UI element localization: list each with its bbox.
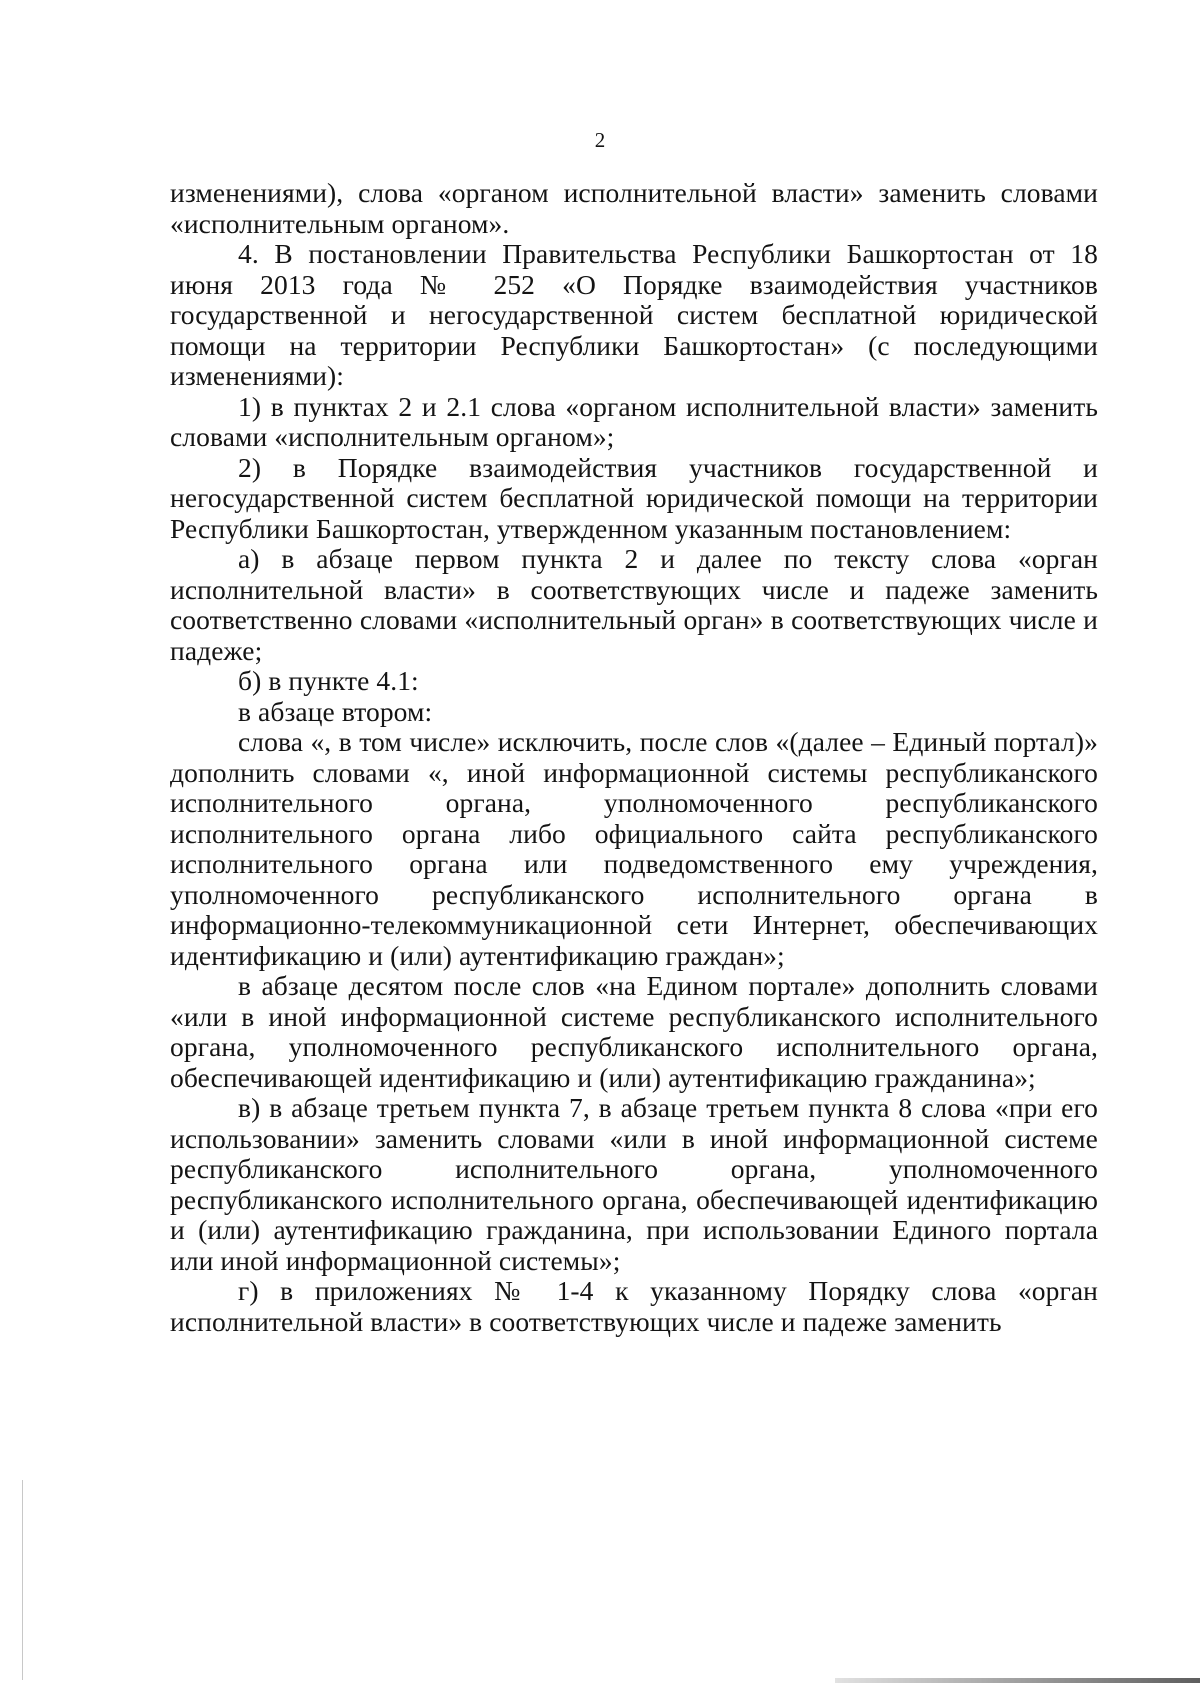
scan-edge-left-line bbox=[22, 1480, 23, 1680]
paragraph-subitem-1: 1) в пунктах 2 и 2.1 слова «органом исполнительной власти» заменить словами «исполнительным органом»; bbox=[170, 390, 1098, 452]
paragraph-second-abzac: в абзаце втором: bbox=[238, 695, 433, 727]
page-number: 2 bbox=[594, 128, 606, 152]
document-body bbox=[170, 178, 1098, 1337]
paragraph-subitem-v: в) в абзаце третьем пункта 7, в абзаце третьем пункта 8 слова «при его использовании» заменить словами «или в иной информационной системе республиканского исполнительного органа, уполномоченного республиканского исполнительного органа, обеспечивающей идентификацию и (или) аутентификацию гражданина, при использовании Единого портала или иной информационной системы»; bbox=[170, 1092, 1098, 1276]
scan-edge-bottom-shadow bbox=[835, 1678, 1200, 1683]
paragraph-subitem-g: г) в приложениях № 1-4 к указанному Порядку слова «орган исполнительной власти» в соответствующих числе и падеже заменить bbox=[170, 1275, 1098, 1337]
paragraph-continuation: изменениями), слова «органом исполнительной власти» заменить словами «исполнительным органом». bbox=[170, 177, 1098, 239]
paragraph-item-4: 4. В постановлении Правительства Республики Башкортостан от 18 июня 2013 года № 252 «О Порядке взаимодействия участников государственной и негосударственной систем бесплатной юридической помощи на территории Республики Башкортостан» (с последующими изменениями): bbox=[170, 238, 1098, 391]
paragraph-words-excluded: слова «, в том числе» исключить, после слов «(далее – Единый портал)» дополнить словами «, иной информационной системы республиканского исполнительного органа, уполномоченного республиканского исполнительного органа либо официального сайта республиканского исполнительного органа или подведомственного ему учреждения, уполномоченного республиканского исполнительного органа в информационно-телекоммуникационной сети Интернет, обеспечивающих идентификацию и (или) аутентификацию граждан»; bbox=[170, 726, 1098, 971]
paragraph-subitem-2: 2) в Порядке взаимодействия участников государственной и негосударственной систем бесплатной юридической помощи на территории Республики Башкортостан, утвержденном указанным постановлением: bbox=[170, 451, 1098, 544]
paragraph-subitem-b: б) в пункте 4.1: bbox=[238, 665, 419, 696]
paragraph-subitem-a: а) в абзаце первом пункта 2 и далее по тексту слова «орган исполнительной власти» в соответствующих числе и падеже заменить соответственно словами «исполнительный орган» в соответствующих числе и падеже; bbox=[170, 543, 1098, 666]
paragraph-tenth-abzac: в абзаце десятом после слов «на Едином портале» дополнить словами «или в иной информационной системе республиканского исполнительного органа, уполномоченного республиканского исполнительного органа, обеспечивающей идентификацию и (или) аутентификацию гражданина»; bbox=[170, 970, 1098, 1093]
